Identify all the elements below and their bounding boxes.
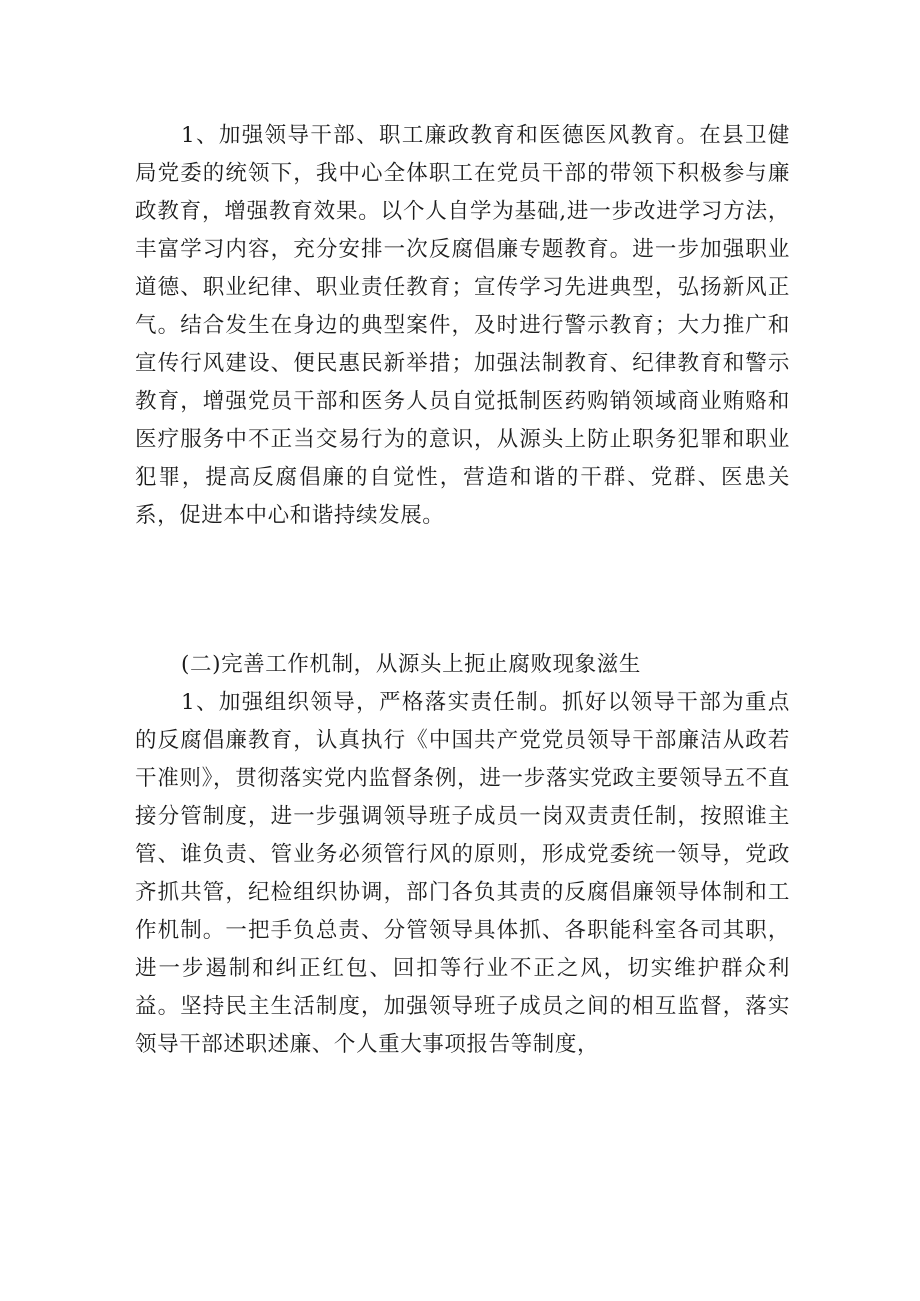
section-heading-block [135,646,790,684]
paragraph-education: 1、加强领导干部、职工廉政教育和医德医风教育。在县卫健局党委的统领下，我中心全体职工在党员干部的带领下积极参与廉政教育，增强教育效果。以个人自学为基础,进一步改进学习方法，丰富学习内容，充分安排一次反腐倡廉专题教育。进一步加强职业道德、职业纪律、职业责任教育；宣传学习先进典型，弘扬新风正气。结合发生在身边的典型案件，及时进行警示教育；大力推广和宣传行风建设、便民惠民新举措；加强法制教育、纪律教育和警示教育，增强党员干部和医务人员自觉抵制医药购销领域商业贿赂和医疗服务中不正当交易行为的意识，从源头上防止职务犯罪和职业犯罪，提高反腐倡廉的自觉性，营造和谐的干群、党群、医患关系，促进本中心和谐持续发展。 [135,123,790,528]
paragraph-organization: 1、加强组织领导，严格落实责任制。抓好以领导干部为重点的反腐倡廉教育，认真执行《中国共产党党员领导干部廉洁从政若干准则》，贯彻落实党内监督条例，进一步落实党政主要领导五不直接分管制度，进一步强调领导班子成员一岗双责责任制，按照谁主管、谁负责、管业务必须管行风的原则，形成党委统一领导，党政齐抓共管，纪检组织协调，部门各负其责的反腐倡廉领导体制和工作机制。一把手负总责、分管领导具体抓、各职能科室各司其职，进一步遏制和纠正红包、回扣等行业不正之风，切实维护群众利益。坚持民主生活制度，加强领导班子成员之间的相互监督，落实领导干部述职述廉、个人重大事项报告等制度， [135,690,790,1057]
body-text-section-1 [135,117,790,535]
body-text-section-2 [135,684,790,1064]
section-heading: (二)完善工作机制，从源头上扼止腐败现象滋生 [181,652,641,677]
